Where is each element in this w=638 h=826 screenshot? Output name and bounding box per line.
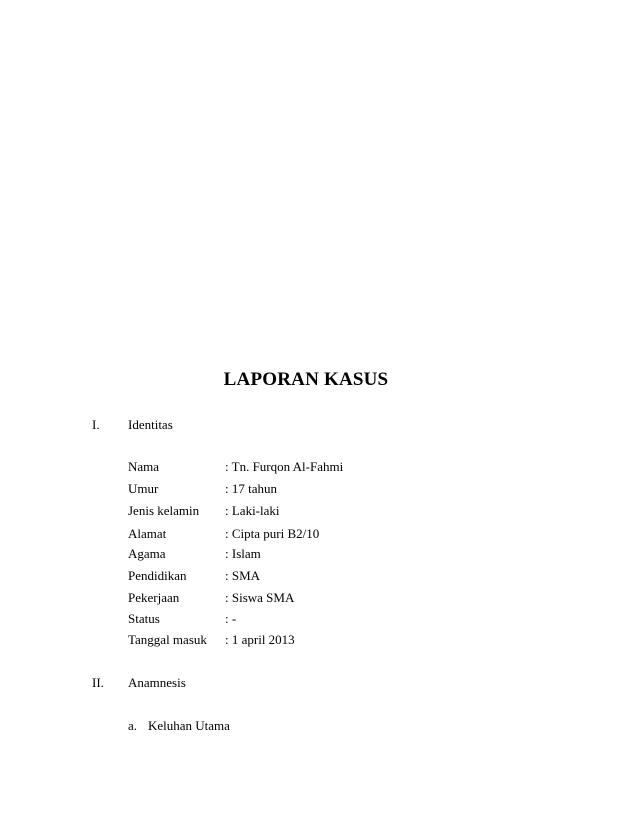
field-row-umur [128, 481, 448, 497]
field-label: Jenis kelamin [128, 503, 200, 518]
field-label: Pekerjaan [128, 590, 180, 605]
field-label: Agama [128, 546, 166, 561]
field-value: : Islam [225, 546, 261, 561]
field-label: Tanggal masuk [128, 632, 207, 647]
field-value: : Cipta puri B2/10 [225, 526, 320, 541]
field-label: Umur [128, 481, 159, 496]
field-value: : 17 tahun [225, 481, 277, 496]
field-value: : Tn. Furqon Al-Fahmi [225, 459, 344, 474]
field-value: : SMA [225, 568, 261, 583]
field-row-agama [128, 546, 448, 562]
field-label: Status [128, 611, 160, 626]
field-row-nama [128, 459, 448, 475]
section-number: II. [92, 675, 104, 690]
field-value: : 1 april 2013 [225, 632, 295, 647]
subitem-letter: a. [128, 718, 138, 733]
section-heading-identitas: Identitas [128, 417, 173, 432]
document-title: LAPORAN KASUS [223, 369, 389, 390]
section-number: I. [92, 417, 100, 432]
subitem-text: Keluhan Utama [148, 718, 230, 733]
section-heading-anamnesis: Anamnesis [128, 675, 186, 690]
field-value: : Siswa SMA [225, 590, 295, 605]
field-row-tanggal-masuk [128, 632, 448, 648]
subitem-keluhan-utama [128, 718, 230, 734]
field-row-jenis-kelamin [128, 503, 448, 519]
field-label: Pendidikan [128, 568, 187, 583]
field-value: : - [225, 611, 237, 626]
field-row-alamat [128, 526, 448, 542]
field-row-pekerjaan [128, 590, 448, 606]
field-row-pendidikan [128, 568, 448, 584]
field-value: : Laki-laki [225, 503, 280, 518]
field-label: Nama [128, 459, 160, 474]
field-row-status [128, 611, 448, 627]
field-label: Alamat [128, 526, 167, 541]
